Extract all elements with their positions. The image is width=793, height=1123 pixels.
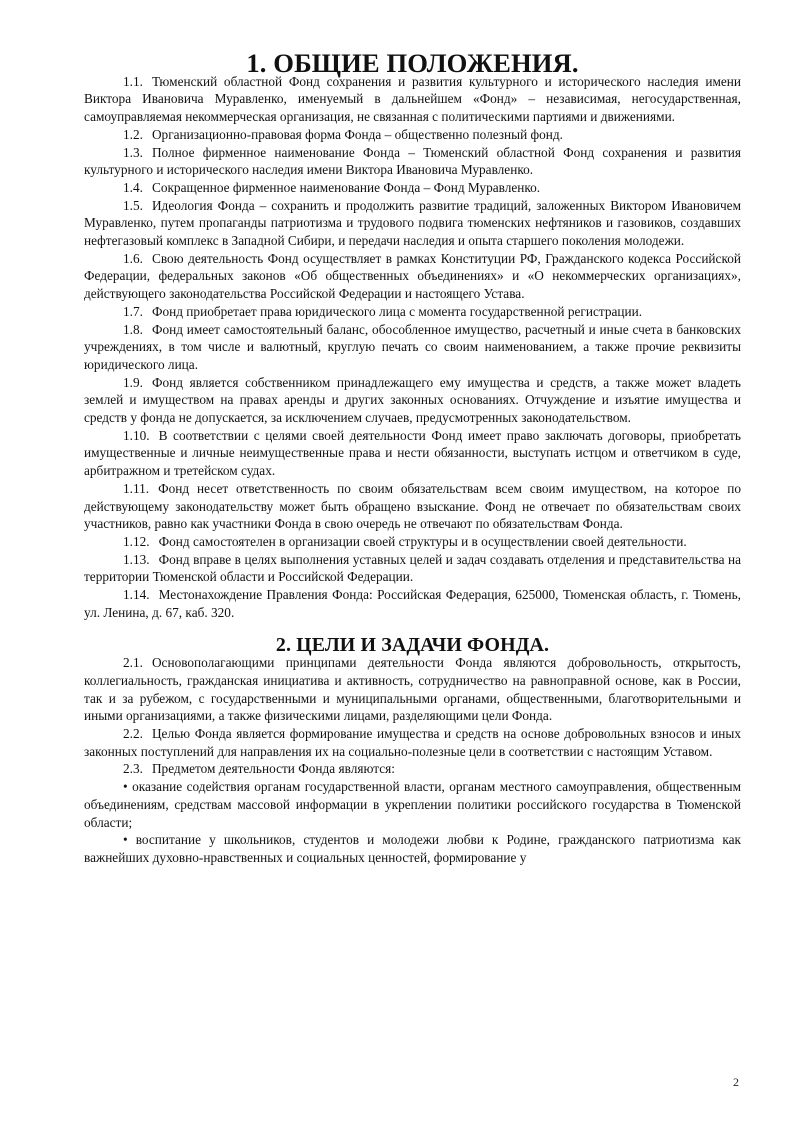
section-1-heading: 1. ОБЩИЕ ПОЛОЖЕНИЯ. [246,48,579,78]
paragraph-1-8 [84,321,741,374]
paragraph-text: Сокращенное фирменное наименование Фонда – Фонд Муравленко. [151,179,541,195]
paragraph-1-2 [84,126,741,144]
paragraph-1-9 [84,374,741,427]
paragraph-number: 1.2. [123,126,143,142]
paragraph-number: 1.8. [123,321,143,337]
paragraph-number: 1.10. [123,427,150,443]
paragraph-number: 1.9. [123,374,143,390]
paragraph-text: Целью Фонда является формирование имущества и средств на основе добровольных взносов и иных законных поступлений для направления их на социально-полезные цели в соответствии с настоящим Уставом. [84,726,741,759]
paragraph-text: Фонд несет ответственность по своим обязательствам всем своим имуществом, на которое по действующему законодательству может быть обращено взыскание. Фонд не отвечает по обязательствам своих участников, равно как участники Фонда в свою очередь не отвечают по обязательствам Фонда. [84,480,741,532]
paragraph-text: Фонд самостоятелен в организации своей структуры и в осуществлении своей деятельности. [158,533,687,549]
paragraph-text: Организационно-правовая форма Фонда – общественно полезный фонд. [151,126,563,142]
paragraph-number: 1.3. [123,144,143,160]
bullet-item: • воспитание у школьников, студентов и молодежи любви к Родине, гражданского патриотизма как важнейших духовно-нравственных и социальных ценностей, формирование у [84,832,741,865]
paragraph-number: 1.4. [123,179,143,195]
paragraph-text: Местонахождение Правления Фонда: Российская Федерация, 625000, Тюменская область, г. Тюмень, ул. Ленина, д. 67, каб. 320. [84,587,741,620]
paragraph-1-12 [84,533,741,551]
paragraph-1-4 [84,179,741,197]
bullet-item: • оказание содействия органам государственной власти, органам местного самоуправления, общественным объединениям, средствам массовой информации в укреплении политики российского государства в Тюменской области; [84,779,741,830]
paragraph-text: Предметом деятельности Фонда являются: [151,761,395,777]
page-number: 2 [733,1075,739,1089]
paragraph-2-1 [84,654,741,725]
paragraph-1-11 [84,480,741,533]
document-page [84,48,741,867]
paragraph-1-14 [84,586,741,621]
paragraph-1-13 [84,551,741,586]
paragraph-text: Идеология Фонда – сохранить и продолжить развитие традиций, заложенных Виктором Ивановичем Муравленко, путем пропаганды патриотизма и трудового подвига тюменских нефтяников и газовиков, создавших нефтегазовый комплекс в Западной Сибири, и передачи наследия и опыта старшего поколения молодежи. [84,197,741,249]
paragraph-text: Фонд приобретает права юридического лица с момента государственной регистрации. [151,303,643,319]
paragraph-1-7 [84,303,741,321]
section-2-heading: 2. ЦЕЛИ И ЗАДАЧИ ФОНДА. [275,633,550,656]
paragraph-1-6 [84,250,741,303]
paragraph-number: 1.1. [123,73,143,89]
paragraph-text: Основополагающими принципами деятельности Фонда являются добровольность, открытость, коллегиальность, гражданская инициатива и активность, сотрудничество на равноправной основе, как в России, так и за рубежом, с государственными и муниципальными органами, общественными, благотворительными и иными организациями, а также физическими лицами, разделяющими цели Фонда. [84,655,741,724]
paragraph-text: Фонд является собственником принадлежащего ему имущества и средств, а также может владеть землей и имуществом на правах аренды и других законных основаниях. Отчуждение и изъятие имущества и средств у фонда не допускается, за исключением случаев, предусмотренных законодательством. [84,374,741,426]
paragraph-text: Фонд вправе в целях выполнения уставных целей и задач создавать отделения и представительства на территории Тюменской области и Российской Федерации. [84,551,741,585]
paragraph-2-2 [84,725,741,760]
paragraph-number: 2.3. [123,761,143,777]
paragraph-number: 1.6. [123,250,143,266]
paragraph-text: Свою деятельность Фонд осуществляет в рамках Конституции РФ, Гражданского кодекса Российской Федерации, федеральных законов «Об общественных объединениях» и «О некоммерческих организациях», действующего законодательства Российской Федерации и настоящего Устава. [84,250,741,302]
paragraph-number: 1.5. [123,197,143,213]
paragraph-1-3 [84,144,741,179]
paragraph-number: 1.13. [123,551,150,567]
paragraph-text: Фонд имеет самостоятельный баланс, обособленное имущество, расчетный и иные счета в банковских учреждениях, в том числе и валютный, круглую печать со своим наименованием, а также прочие реквизиты юридического лица. [84,321,741,372]
paragraph-number: 1.12. [123,533,150,549]
paragraph-text: Полное фирменное наименование Фонда – Тюменский областной Фонд сохранения и развития культурного и исторического наследия имени Виктора Ивановича Муравленко. [84,144,741,178]
paragraph-2-3 [84,760,741,778]
paragraph-1-1 [84,73,741,126]
paragraph-1-5 [84,197,741,250]
paragraph-1-10 [84,427,741,480]
paragraph-number: 1.11. [123,480,150,496]
paragraph-number: 2.2. [123,726,143,742]
paragraph-number: 1.14. [123,587,150,603]
paragraph-number: 1.7. [123,303,143,319]
paragraph-text: В соответствии с целями своей деятельности Фонд имеет право заключать договоры, приобретать имущественные и личные неимущественные права и нести обязанности, выступать истцом и ответчиком в суде, арбитражном и третейском судах. [84,427,741,479]
paragraph-number: 2.1. [123,655,143,671]
paragraph-text: Тюменский областной Фонд сохранения и развития культурного и исторического наследия имени Виктора Ивановича Муравленко, именуемый в дальнейшем «Фонд» – независимая, негосударственная, самоуправляемая некоммерческая организация, не связанная с политическими партиями и движениями. [84,73,741,125]
